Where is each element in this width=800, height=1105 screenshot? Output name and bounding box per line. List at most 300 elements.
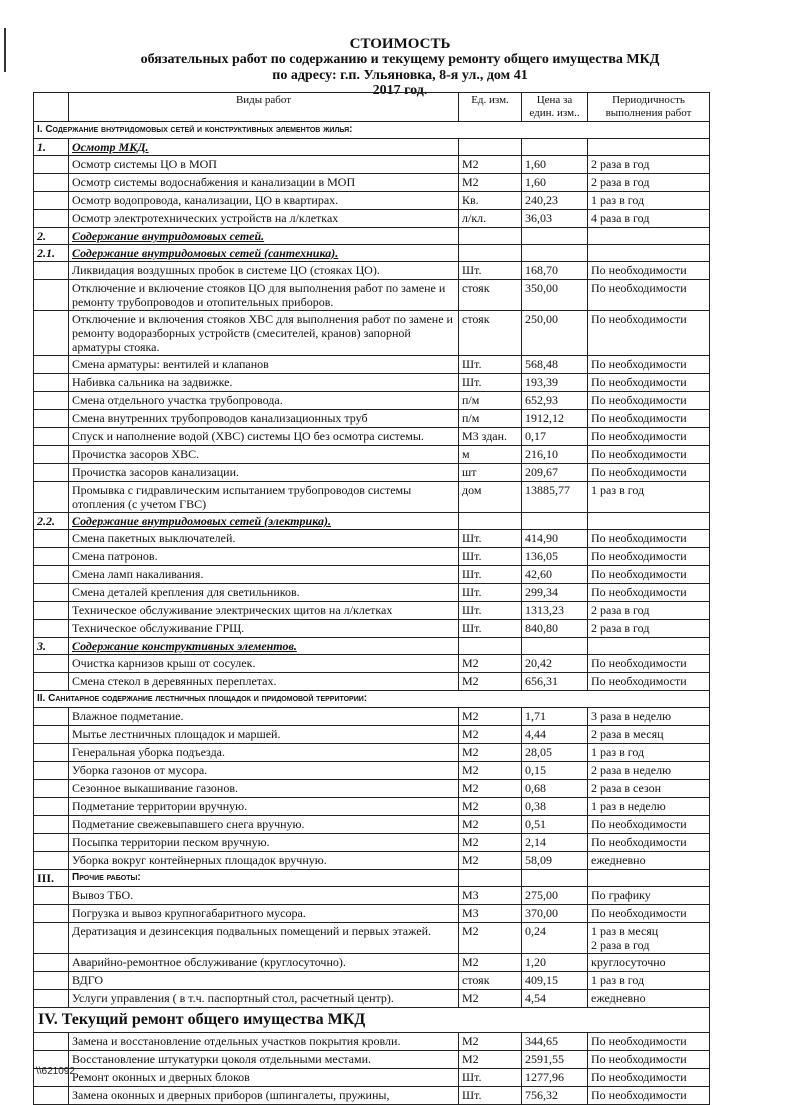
table-row bbox=[34, 262, 710, 280]
work-name: Смена отдельного участка трубопровода. bbox=[69, 392, 459, 410]
unit-cell: Шт. bbox=[459, 374, 522, 392]
work-name: Очистка карнизов крыш от сосулек. bbox=[69, 655, 459, 673]
unit-cell: М2 bbox=[459, 834, 522, 852]
unit-cell: М3 bbox=[459, 905, 522, 923]
price-cell: 299,34 bbox=[522, 584, 588, 602]
table-row bbox=[34, 584, 710, 602]
period-cell: 1 раз в неделю bbox=[588, 798, 710, 816]
table-row bbox=[34, 482, 710, 513]
section-row bbox=[34, 1008, 710, 1033]
work-name: Посыпка территории песком вручную. bbox=[69, 834, 459, 852]
work-name: Смена арматуры: вентилей и клапанов bbox=[69, 356, 459, 374]
row-number bbox=[34, 428, 69, 446]
unit-cell: М3 здан. bbox=[459, 428, 522, 446]
row-number: 3. bbox=[34, 638, 69, 655]
header-price: Цена за един. изм.. bbox=[522, 93, 588, 122]
unit-cell bbox=[459, 638, 522, 655]
price-cell: 28,05 bbox=[522, 744, 588, 762]
price-cell: 0,38 bbox=[522, 798, 588, 816]
table-row bbox=[34, 280, 710, 311]
row-number: III. bbox=[34, 870, 69, 887]
price-cell: 568,48 bbox=[522, 356, 588, 374]
period-cell: 2 раза в год bbox=[588, 602, 710, 620]
price-cell: 58,09 bbox=[522, 852, 588, 870]
table-row bbox=[34, 174, 710, 192]
unit-cell: М3 bbox=[459, 887, 522, 905]
work-name: Замена и восстановление отдельных участков покрытия кровли. bbox=[69, 1033, 459, 1051]
unit-cell: л/кл. bbox=[459, 210, 522, 228]
unit-cell bbox=[459, 245, 522, 262]
period-cell: По необходимости bbox=[588, 311, 710, 356]
subsection-row bbox=[34, 228, 710, 245]
work-name: Погрузка и вывоз крупногабаритного мусора. bbox=[69, 905, 459, 923]
row-number bbox=[34, 905, 69, 923]
price-cell: 2591,55 bbox=[522, 1051, 588, 1069]
unit-cell: Шт. bbox=[459, 262, 522, 280]
table-row bbox=[34, 816, 710, 834]
table-row bbox=[34, 464, 710, 482]
period-cell: По необходимости bbox=[588, 834, 710, 852]
table-row bbox=[34, 673, 710, 691]
work-name: Набивка сальника на задвижке. bbox=[69, 374, 459, 392]
table-row bbox=[34, 905, 710, 923]
work-name: Подметание территории вручную. bbox=[69, 798, 459, 816]
table-row bbox=[34, 210, 710, 228]
work-name: Аварийно-ремонтное обслуживание (круглосуточно). bbox=[69, 954, 459, 972]
period-cell: 2 раза в год bbox=[588, 156, 710, 174]
row-number bbox=[34, 1087, 69, 1105]
work-name: Влажное подметание. bbox=[69, 708, 459, 726]
period-cell: По необходимости bbox=[588, 410, 710, 428]
table-row bbox=[34, 834, 710, 852]
period-cell: 1 раз в месяц 2 раза в год bbox=[588, 923, 710, 954]
price-cell: 1,60 bbox=[522, 174, 588, 192]
table-row bbox=[34, 1051, 710, 1069]
header-unit: Ед. изм. bbox=[459, 93, 522, 122]
price-cell: 1912,12 bbox=[522, 410, 588, 428]
row-number: 2.2. bbox=[34, 513, 69, 530]
period-cell: По необходимости bbox=[588, 566, 710, 584]
row-number bbox=[34, 887, 69, 905]
document-subtitle: обязательных работ по содержанию и текущему ремонту общего имущества МКД bbox=[140, 52, 660, 67]
row-number bbox=[34, 464, 69, 482]
unit-cell: М2 bbox=[459, 852, 522, 870]
period-cell: По необходимости bbox=[588, 392, 710, 410]
subsection-title: Осмотр МКД. bbox=[69, 139, 459, 156]
period-cell: ежедневно bbox=[588, 852, 710, 870]
cost-table bbox=[33, 92, 710, 1105]
unit-cell: М2 bbox=[459, 655, 522, 673]
header-num bbox=[34, 93, 69, 122]
row-number bbox=[34, 655, 69, 673]
row-number bbox=[34, 210, 69, 228]
unit-cell bbox=[459, 139, 522, 156]
period-cell: По необходимости bbox=[588, 374, 710, 392]
document-year: 2017 год. bbox=[372, 83, 428, 98]
section-row bbox=[34, 870, 710, 887]
price-cell: 4,54 bbox=[522, 990, 588, 1008]
unit-cell: М2 bbox=[459, 816, 522, 834]
work-name: Вывоз ТБО. bbox=[69, 887, 459, 905]
row-number bbox=[34, 566, 69, 584]
period-cell bbox=[588, 139, 710, 156]
price-cell: 409,15 bbox=[522, 972, 588, 990]
table-row bbox=[34, 446, 710, 464]
row-number bbox=[34, 972, 69, 990]
table-row bbox=[34, 990, 710, 1008]
price-cell bbox=[522, 139, 588, 156]
period-cell: По необходимости bbox=[588, 262, 710, 280]
price-cell: 370,00 bbox=[522, 905, 588, 923]
period-cell bbox=[588, 638, 710, 655]
period-cell: 2 раза в год bbox=[588, 620, 710, 638]
table-row bbox=[34, 392, 710, 410]
row-number bbox=[34, 708, 69, 726]
table-row bbox=[34, 620, 710, 638]
unit-cell: М2 bbox=[459, 726, 522, 744]
table-row bbox=[34, 708, 710, 726]
price-cell: 2,14 bbox=[522, 834, 588, 852]
price-cell: 240,23 bbox=[522, 192, 588, 210]
row-number bbox=[34, 374, 69, 392]
work-name: Осмотр водопровода, канализации, ЦО в квартирах. bbox=[69, 192, 459, 210]
period-cell: 2 раза в месяц bbox=[588, 726, 710, 744]
unit-cell bbox=[459, 870, 522, 887]
price-cell bbox=[522, 245, 588, 262]
price-cell bbox=[522, 870, 588, 887]
price-cell: 344,65 bbox=[522, 1033, 588, 1051]
row-number bbox=[34, 744, 69, 762]
work-name: Уборка вокруг контейнерных площадок вручную. bbox=[69, 852, 459, 870]
period-cell: По необходимости bbox=[588, 280, 710, 311]
period-cell bbox=[588, 513, 710, 530]
price-cell: 136,05 bbox=[522, 548, 588, 566]
unit-cell: Шт. bbox=[459, 1069, 522, 1087]
row-number bbox=[34, 356, 69, 374]
unit-cell: Шт. bbox=[459, 356, 522, 374]
row-number bbox=[34, 726, 69, 744]
subsection-title: Содержание конструктивных элементов. bbox=[69, 638, 459, 655]
unit-cell bbox=[459, 228, 522, 245]
work-name: Мытье лестничных площадок и маршей. bbox=[69, 726, 459, 744]
price-cell: 414,90 bbox=[522, 530, 588, 548]
unit-cell: Шт. bbox=[459, 530, 522, 548]
row-number bbox=[34, 816, 69, 834]
unit-cell: Шт. bbox=[459, 620, 522, 638]
section-title: IV. Текущий ремонт общего имущества МКД bbox=[34, 1008, 710, 1033]
work-name: Отключение и включения стояков ХВС для выполнения работ по замене и ремонту водоразборных устройств (смесителей, кранов) запорной арматуры стояка. bbox=[69, 311, 459, 356]
work-name: Техническое обслуживание электрических щитов на л/клетках bbox=[69, 602, 459, 620]
work-name: Прочистка засоров ХВС. bbox=[69, 446, 459, 464]
unit-cell: М2 bbox=[459, 156, 522, 174]
unit-cell: М2 bbox=[459, 990, 522, 1008]
header-works: Виды работ bbox=[69, 93, 459, 122]
row-number bbox=[34, 602, 69, 620]
unit-cell: М2 bbox=[459, 174, 522, 192]
row-number bbox=[34, 584, 69, 602]
price-cell: 652,93 bbox=[522, 392, 588, 410]
period-cell bbox=[588, 228, 710, 245]
period-cell: По необходимости bbox=[588, 1033, 710, 1051]
row-number bbox=[34, 923, 69, 954]
work-name: Замена оконных и дверных приборов (шпингалеты, пружины, bbox=[69, 1087, 459, 1105]
table-row bbox=[34, 566, 710, 584]
price-cell: 209,67 bbox=[522, 464, 588, 482]
row-number bbox=[34, 673, 69, 691]
period-cell: По необходимости bbox=[588, 584, 710, 602]
footer-code: \\621092 bbox=[36, 1066, 75, 1077]
table-row bbox=[34, 726, 710, 744]
row-number bbox=[34, 1033, 69, 1051]
table-row bbox=[34, 156, 710, 174]
table-row bbox=[34, 1069, 710, 1087]
unit-cell: Кв. bbox=[459, 192, 522, 210]
price-cell: 216,10 bbox=[522, 446, 588, 464]
work-name: Осмотр системы водоснабжения и канализации в МОП bbox=[69, 174, 459, 192]
row-number: 2. bbox=[34, 228, 69, 245]
period-cell: 1 раз в год bbox=[588, 744, 710, 762]
price-cell bbox=[522, 513, 588, 530]
period-cell: 2 раза в сезон bbox=[588, 780, 710, 798]
table-row bbox=[34, 744, 710, 762]
row-number bbox=[34, 156, 69, 174]
period-cell: По необходимости bbox=[588, 446, 710, 464]
work-name: Смена патронов. bbox=[69, 548, 459, 566]
work-name: Услуги управления ( в т.ч. паспортный стол, расчетный центр). bbox=[69, 990, 459, 1008]
price-cell: 1,20 bbox=[522, 954, 588, 972]
table-row bbox=[34, 602, 710, 620]
period-cell: По необходимости bbox=[588, 356, 710, 374]
work-name: Сезонное выкашивание газонов. bbox=[69, 780, 459, 798]
price-cell: 0,68 bbox=[522, 780, 588, 798]
row-number bbox=[34, 990, 69, 1008]
period-cell: По необходимости bbox=[588, 530, 710, 548]
row-number bbox=[34, 530, 69, 548]
price-cell: 1,60 bbox=[522, 156, 588, 174]
row-number bbox=[34, 446, 69, 464]
period-cell: ежедневно bbox=[588, 990, 710, 1008]
price-cell: 250,00 bbox=[522, 311, 588, 356]
price-cell: 1313,23 bbox=[522, 602, 588, 620]
period-cell: По необходимости bbox=[588, 428, 710, 446]
period-cell: 2 раза в неделю bbox=[588, 762, 710, 780]
row-number bbox=[34, 311, 69, 356]
unit-cell: М2 bbox=[459, 954, 522, 972]
unit-cell: Шт. bbox=[459, 584, 522, 602]
period-cell: По необходимости bbox=[588, 816, 710, 834]
row-number bbox=[34, 780, 69, 798]
price-cell bbox=[522, 638, 588, 655]
period-cell: По необходимости bbox=[588, 655, 710, 673]
subsection-row bbox=[34, 245, 710, 262]
period-cell bbox=[588, 870, 710, 887]
table-row bbox=[34, 798, 710, 816]
period-cell: По необходимости bbox=[588, 673, 710, 691]
section-row bbox=[34, 691, 710, 708]
table-row bbox=[34, 548, 710, 566]
period-cell: По необходимости bbox=[588, 1051, 710, 1069]
table-row bbox=[34, 852, 710, 870]
work-name: Промывка с гидравлическим испытанием трубопроводов системы отопления (с учетом ГВС) bbox=[69, 482, 459, 513]
price-cell: 1,71 bbox=[522, 708, 588, 726]
work-name: Смена стекол в деревянных переплетах. bbox=[69, 673, 459, 691]
table-row bbox=[34, 374, 710, 392]
period-cell: По необходимости bbox=[588, 1087, 710, 1105]
unit-cell: м bbox=[459, 446, 522, 464]
unit-cell: п/м bbox=[459, 410, 522, 428]
price-cell: 4,44 bbox=[522, 726, 588, 744]
row-number bbox=[34, 834, 69, 852]
work-name: Смена внутренних трубопроводов канализационных труб bbox=[69, 410, 459, 428]
period-cell: 1 раз в год bbox=[588, 972, 710, 990]
unit-cell bbox=[459, 513, 522, 530]
work-name: Техническое обслуживание ГРЩ. bbox=[69, 620, 459, 638]
price-cell: 756,32 bbox=[522, 1087, 588, 1105]
price-cell: 0,15 bbox=[522, 762, 588, 780]
row-number bbox=[34, 392, 69, 410]
price-cell: 168,70 bbox=[522, 262, 588, 280]
unit-cell: шт bbox=[459, 464, 522, 482]
unit-cell: М2 bbox=[459, 673, 522, 691]
price-cell: 42,60 bbox=[522, 566, 588, 584]
table-row bbox=[34, 780, 710, 798]
unit-cell: М2 bbox=[459, 1033, 522, 1051]
period-cell: По графику bbox=[588, 887, 710, 905]
row-number bbox=[34, 548, 69, 566]
table-header-row bbox=[34, 93, 710, 122]
unit-cell: стояк bbox=[459, 972, 522, 990]
table-row bbox=[34, 1087, 710, 1105]
period-cell: круглосуточно bbox=[588, 954, 710, 972]
table-row bbox=[34, 311, 710, 356]
work-name: Ремонт оконных и дверных блоков bbox=[69, 1069, 459, 1087]
section-row bbox=[34, 122, 710, 139]
unit-cell: М2 bbox=[459, 780, 522, 798]
work-name: Осмотр системы ЦО в МОП bbox=[69, 156, 459, 174]
table-row bbox=[34, 410, 710, 428]
row-number bbox=[34, 192, 69, 210]
work-name: Смена пакетных выключателей. bbox=[69, 530, 459, 548]
subsection-title: Содержание внутридомовых сетей. bbox=[69, 228, 459, 245]
work-name: Генеральная уборка подъезда. bbox=[69, 744, 459, 762]
subsection-title: Содержание внутридомовых сетей (сантехника). bbox=[69, 245, 459, 262]
unit-cell: М2 bbox=[459, 744, 522, 762]
unit-cell: М2 bbox=[459, 762, 522, 780]
work-name: Дератизация и дезинсекция подвальных помещений и первых этажей. bbox=[69, 923, 459, 954]
work-name: ВДГО bbox=[69, 972, 459, 990]
document-title: СТОИМОСТЬ bbox=[349, 36, 451, 52]
section-title: II. Санитарное содержание лестничных площадок и придомовой территории: bbox=[34, 691, 710, 708]
table-row bbox=[34, 428, 710, 446]
price-cell: 0,24 bbox=[522, 923, 588, 954]
unit-cell: М2 bbox=[459, 798, 522, 816]
unit-cell: дом bbox=[459, 482, 522, 513]
section-title: I. Содержание внутридомовых сетей и конструктивных элементов жилья: bbox=[34, 122, 710, 139]
price-cell bbox=[522, 228, 588, 245]
work-name: Смена ламп накаливания. bbox=[69, 566, 459, 584]
row-number: 2.1. bbox=[34, 245, 69, 262]
table-row bbox=[34, 887, 710, 905]
work-name: Прочистка засоров канализации. bbox=[69, 464, 459, 482]
period-cell: 3 раза в неделю bbox=[588, 708, 710, 726]
price-cell: 1277,96 bbox=[522, 1069, 588, 1087]
row-number bbox=[34, 174, 69, 192]
table-row bbox=[34, 972, 710, 990]
unit-cell: М2 bbox=[459, 1051, 522, 1069]
period-cell: 2 раза в год bbox=[588, 174, 710, 192]
table-row bbox=[34, 923, 710, 954]
price-cell: 0,51 bbox=[522, 816, 588, 834]
period-cell: По необходимости bbox=[588, 464, 710, 482]
row-number bbox=[34, 410, 69, 428]
work-name: Спуск и наполнение водой (ХВС) системы ЦО без осмотра системы. bbox=[69, 428, 459, 446]
price-cell: 840,80 bbox=[522, 620, 588, 638]
price-cell: 193,39 bbox=[522, 374, 588, 392]
table-row bbox=[34, 655, 710, 673]
unit-cell: Шт. bbox=[459, 548, 522, 566]
period-cell: 1 раз в год bbox=[588, 192, 710, 210]
row-number bbox=[34, 280, 69, 311]
period-cell: 1 раз в год bbox=[588, 482, 710, 513]
unit-cell: Шт. bbox=[459, 1087, 522, 1105]
table-row bbox=[34, 1033, 710, 1051]
period-cell: По необходимости bbox=[588, 1069, 710, 1087]
price-cell: 36,03 bbox=[522, 210, 588, 228]
unit-cell: Шт. bbox=[459, 602, 522, 620]
period-cell bbox=[588, 245, 710, 262]
price-cell: 13885,77 bbox=[522, 482, 588, 513]
unit-cell: стояк bbox=[459, 311, 522, 356]
price-cell: 20,42 bbox=[522, 655, 588, 673]
period-cell: По необходимости bbox=[588, 905, 710, 923]
table-row bbox=[34, 356, 710, 374]
work-name: Смена деталей крепления для светильников. bbox=[69, 584, 459, 602]
work-name: Восстановление штукатурки цоколя отдельными местами. bbox=[69, 1051, 459, 1069]
row-number bbox=[34, 620, 69, 638]
price-cell: 656,31 bbox=[522, 673, 588, 691]
work-name: Уборка газонов от мусора. bbox=[69, 762, 459, 780]
document-address: по адресу: г.п. Ульяновка, 8-я ул., дом 41 bbox=[272, 68, 528, 83]
subsection-row bbox=[34, 513, 710, 530]
price-cell: 350,00 bbox=[522, 280, 588, 311]
row-number bbox=[34, 798, 69, 816]
work-name: Подметание свежевыпавшего снега вручную. bbox=[69, 816, 459, 834]
period-cell: 4 раза в год bbox=[588, 210, 710, 228]
unit-cell: Шт. bbox=[459, 566, 522, 584]
section-title: Прочие работы: bbox=[69, 870, 459, 887]
subsection-title: Содержание внутридомовых сетей (электрика). bbox=[69, 513, 459, 530]
work-name: Осмотр электротехнических устройств на л/клетках bbox=[69, 210, 459, 228]
table-body bbox=[34, 122, 710, 1105]
price-cell: 275,00 bbox=[522, 887, 588, 905]
unit-cell: стояк bbox=[459, 280, 522, 311]
header-period: Периодичность выполнения работ bbox=[588, 93, 710, 122]
row-number: 1. bbox=[34, 139, 69, 156]
table-row bbox=[34, 530, 710, 548]
subsection-row bbox=[34, 638, 710, 655]
work-name: Отключение и включение стояков ЦО для выполнения работ по замене и ремонту трубопроводов и отопительных приборов. bbox=[69, 280, 459, 311]
row-number bbox=[34, 852, 69, 870]
subsection-row bbox=[34, 139, 710, 156]
row-number bbox=[34, 482, 69, 513]
row-number bbox=[34, 762, 69, 780]
table-row bbox=[34, 954, 710, 972]
price-cell: 0,17 bbox=[522, 428, 588, 446]
work-name: Ликвидация воздушных пробок в системе ЦО (стояках ЦО). bbox=[69, 262, 459, 280]
period-cell: По необходимости bbox=[588, 548, 710, 566]
table-row bbox=[34, 192, 710, 210]
unit-cell: М2 bbox=[459, 708, 522, 726]
